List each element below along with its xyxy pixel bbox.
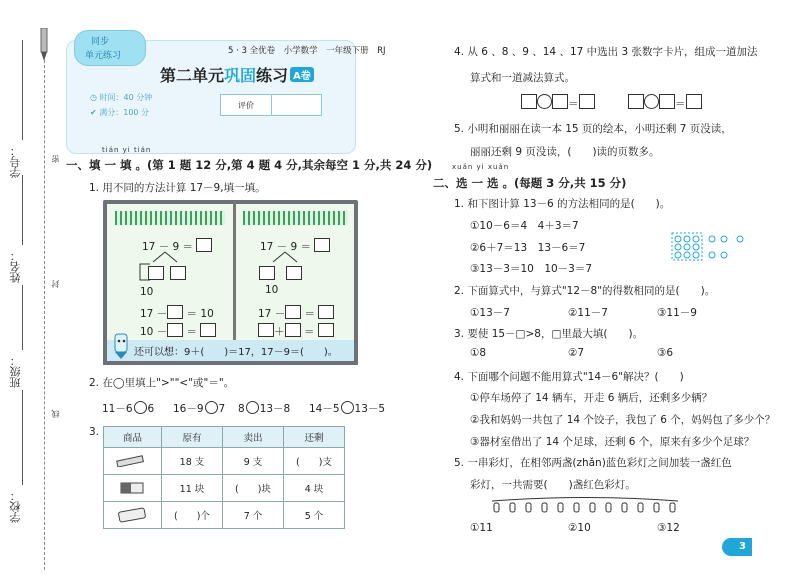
class-label: 班级： [9,355,22,388]
school-field[interactable] [22,390,23,485]
option[interactable]: ②7 [568,347,585,359]
option[interactable]: ①11 [470,522,493,534]
seal-line [44,40,45,570]
option[interactable]: ①10－6＝4 4＋3＝7 [470,220,579,232]
seal-mark: 密 [51,155,60,163]
table-header: 卖出 [222,427,283,448]
student-id-field[interactable] [22,40,23,140]
option[interactable]: ②我和妈妈一共包了 14 个饺子，我包了 6 个，妈妈包了多少个？ [470,414,776,426]
table-row: ( )个 7 个 5 个 [104,502,345,529]
option[interactable]: ②10 [568,522,591,534]
question-5-cont: 丽丽还剩 9 页没读，( )读的页数多。 [470,146,660,158]
split-box [286,263,302,282]
evaluation-box: 评价 [220,94,322,116]
table-header: 原有 [161,427,222,448]
option[interactable]: ①8 [470,347,487,359]
stock-table [103,426,345,529]
question-5: 5. 小明和丽丽在读一本 15 页的绘本，小明还剩 7 页没读， [454,123,732,135]
question-4-cont: 算式和一道减法算式。 [470,72,575,84]
clock-icon: ◷ [90,93,100,102]
seal-mark: 线 [51,410,60,418]
option[interactable]: ②6＋7＝13 13－6＝7 [470,242,586,254]
question-2: 2. 在◯里填上">""<"或"＝"。 [89,377,235,389]
section-2-title: 二、选 一 选 。(每题 3 分,共 15 分) [433,176,627,190]
compare-2: 16－9 7 [173,403,226,415]
choice-question-4: 4. 下面哪个问题不能用算式"14－6"解决？( ) [454,371,684,383]
section-1-title: 一、填 一 填 。(第 1 题 12 分,第 4 题 4 分,其余每空 1 分,共 24 分) [66,158,433,172]
compare-1: 11－6 6 [102,403,155,415]
split-lines [135,250,195,290]
pencil-case-icon [116,507,148,523]
question-3: 3. [89,426,100,438]
pencil-icon [37,28,51,62]
split-box [259,263,275,282]
time-limit: ◷ 时间：40 分钟 [90,93,153,102]
pencil-mascot-icon [110,332,132,360]
evaluation-field[interactable] [272,95,321,115]
table-header-row [104,427,345,448]
subtraction-equation: ＝ [628,94,702,111]
compare-3: 8 13－8 [238,403,291,415]
option[interactable]: ③6 [657,347,674,359]
counting-sticks [115,211,225,225]
split-box [170,263,186,282]
choice-question-5-cont: 彩灯，一共需要( )盏红色彩灯。 [470,479,636,491]
option[interactable]: ①13－7 [470,307,510,319]
board-line-2-right: ＋ ＝ [258,323,334,339]
board-footer-text: 还可以想：9＋( )＝17，17－9＝( )。 [134,347,338,358]
board-line-1-left: 17 － ＝ 10 [140,305,214,321]
counting-dots-figure [670,232,755,262]
option[interactable]: ①停车场停了 14 辆车，开走 6 辆后，还剩多少辆？ [470,392,713,404]
table-row: 18 支 9 支 ( )支 [104,448,345,475]
name-label: 姓名： [9,250,22,283]
school-label: 学校： [9,490,22,523]
question-1: 1. 用不同的方法计算 17－9,填一填。 [89,182,266,194]
board-line-2-left: 10 － ＝ [140,323,216,339]
section-pinyin: tián yi tián [102,146,152,154]
section-pinyin: xuǎn yi xuǎn [452,163,510,171]
split-box [148,263,164,282]
version-badge: A卷 [290,67,314,82]
choice-question-2: 2. 下面算式中，与算式"12－8"的得数相同的是( )。 [454,285,716,297]
board-line-1-right: 17 － ＝ [258,305,334,321]
full-score: ✔ 满分：100 分 [90,108,150,117]
book-meta: 5 · 3 全优卷 小学数学 一年级下册 RJ [228,46,386,56]
eraser-icon [117,480,147,496]
option[interactable]: ②11－7 [568,307,608,319]
board-eq-left: 17 － 9 ＝ [142,238,212,254]
board-divider [233,202,236,352]
student-id-label: 学号： [9,145,22,178]
option[interactable]: ③器材室借出了 14 个足球，还剩 6 个，原来有多少个足球？ [470,436,755,448]
addition-equation: ＝ [521,94,595,111]
board-ten-right: 10 [265,284,279,296]
compare-4: 14－5 13－5 [309,403,386,415]
counting-sticks [243,211,348,225]
page-title: 第二单元巩固练习 A卷 [160,63,314,86]
choice-question-3: 3. 要使 15－□>8，□里最大填( )。 [454,328,644,340]
check-icon: ✔ [90,108,100,117]
question-4: 4. 从 6 、8 、9 、14 、17 中选出 3 张数字卡片，组成一道加法 [454,46,758,58]
page-number: 3 [722,538,752,556]
pencil-icon [115,455,149,467]
seal-mark: 封 [51,280,60,288]
choice-question-1: 1. 和下图计算 13－6 的方法相同的是( )。 [454,198,671,210]
table-row: 11 块 ( )块 4 块 [104,475,345,502]
choice-question-5: 5. 一串彩灯，在相邻两盏(zhǎn)蓝色彩灯之间加装一盏红色 [454,457,732,469]
table-header: 还剩 [283,427,344,448]
name-field[interactable] [22,175,23,245]
unit-sticker: 同步 单元练习 [74,30,146,66]
table-header: 商品 [104,427,162,448]
option[interactable]: ③13－3＝10 10－3＝7 [470,263,593,275]
string-lights-figure [490,496,680,518]
class-field[interactable] [22,285,23,350]
board-ten-left: 10 [140,286,154,298]
option[interactable]: ③11－9 [657,307,697,319]
board-eq-right: 17 － 9 ＝ [260,238,330,254]
option[interactable]: ③12 [657,522,680,534]
